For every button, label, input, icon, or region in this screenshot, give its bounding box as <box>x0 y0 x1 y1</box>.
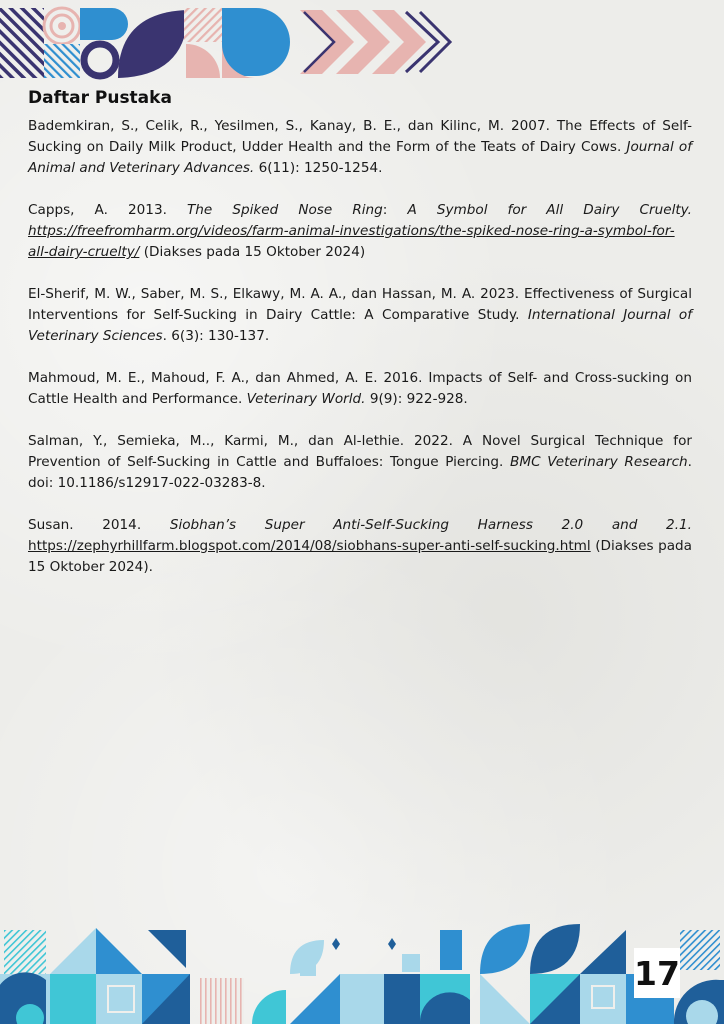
concentric-circle-pink <box>44 8 80 44</box>
reference-detail: . 6(3): 130-137. <box>162 328 270 344</box>
reference-access-date: (Diakses pada 15 Oktober 2024). <box>28 538 692 575</box>
reference-source-title: The Spiked Nose Ring <box>187 202 383 218</box>
footer-shapes-left <box>0 928 244 1024</box>
reference-text: Salman, Y., Semieka, M.., Karmi, M., dan Al-lethie. 2022. A Novel Surgical Technique for Prevention of Self-Sucking in Cattle and Buffaloes: Tongue Piercing. <box>28 433 692 470</box>
reference-detail: . doi: 10.1186/s12917-022-03283-8. <box>28 454 692 491</box>
reference-link-susan[interactable]: https://zephyrhillfarm.blogspot.com/2014/08/siobhans-super-anti-self-sucking.html <box>28 538 591 554</box>
reference-text: Mahmoud, M. E., Mahoud, F. A., dan Ahmed, A. E. 2016. Impacts of Self- and Cross-sucking on Cattle Health and Performance. <box>28 370 692 407</box>
reference-entry-bademkiran <box>28 116 692 179</box>
stripe-square-blue <box>44 44 80 78</box>
reference-text: El-Sherif, M. W., Saber, M. S., Elkawy, M. A. A., dan Hassan, M. A. 2023. Effectiveness of Surgical Interventions for Self-Sucking in Dairy Cattle: A Comparative Study. <box>28 286 692 323</box>
reference-entry-el-sherif <box>28 284 692 347</box>
reference-source-title: International Journal of Veterinary Sciences <box>28 307 692 344</box>
reference-entry-mahmoud <box>28 368 692 410</box>
section-heading: Daftar Pustaka <box>28 88 172 108</box>
reference-punctuation: : <box>382 202 388 218</box>
reference-source-title: BMC Veterinary Research <box>510 454 688 470</box>
reference-source-title: Veterinary World. <box>246 391 366 407</box>
reference-link-capps[interactable]: https://freefromharm.org/videos/farm-animal-investigations/the-spiked-nose-ring-a-symbol-for-all-dairy-cruelty/ <box>28 223 675 260</box>
stripe-block-navy <box>0 8 44 78</box>
reference-access-date: (Diakses pada 15 Oktober 2024) <box>143 244 366 260</box>
pink-stripe-block <box>184 8 222 42</box>
reference-source-subtitle: A Symbol for All Dairy Cruelty. <box>407 202 692 218</box>
blue-half-disc-shape <box>222 8 290 78</box>
footer-shapes-middle <box>252 930 470 1024</box>
reference-detail: 9(9): 922-928. <box>369 391 468 407</box>
reference-list-content <box>28 88 692 599</box>
header-decoration <box>0 0 460 82</box>
page-number: 17 <box>634 948 680 998</box>
pink-quarter-circle <box>186 44 220 78</box>
reference-source-title: Journal of Animal and Veterinary Advances. <box>28 139 692 176</box>
reference-entry-capps <box>28 200 692 263</box>
reference-text: Susan. 2014. <box>28 517 142 533</box>
navy-leaf-shape <box>118 10 188 78</box>
reference-detail: 6(11): 1250-1254. <box>258 160 383 176</box>
footer-shapes-right <box>480 924 724 1024</box>
chevron-arrows-decoration <box>300 10 450 74</box>
reference-text: Bademkiran, S., Celik, R., Yesilmen, S., Kanay, B. E., dan Kilinc, M. 2007. The Effects of Self-Sucking on Daily Milk Product, Udder Health and the Form of the Teats of Dairy Cows. <box>28 118 692 155</box>
reference-entry-salman <box>28 431 692 494</box>
footer-decoration <box>0 920 724 1024</box>
reference-source-title: Siobhan’s Super Anti-Self-Sucking Harness 2.0 and 2.1. <box>169 517 692 533</box>
reference-entry-susan <box>28 515 692 578</box>
reference-text: Capps, A. 2013. <box>28 202 167 218</box>
